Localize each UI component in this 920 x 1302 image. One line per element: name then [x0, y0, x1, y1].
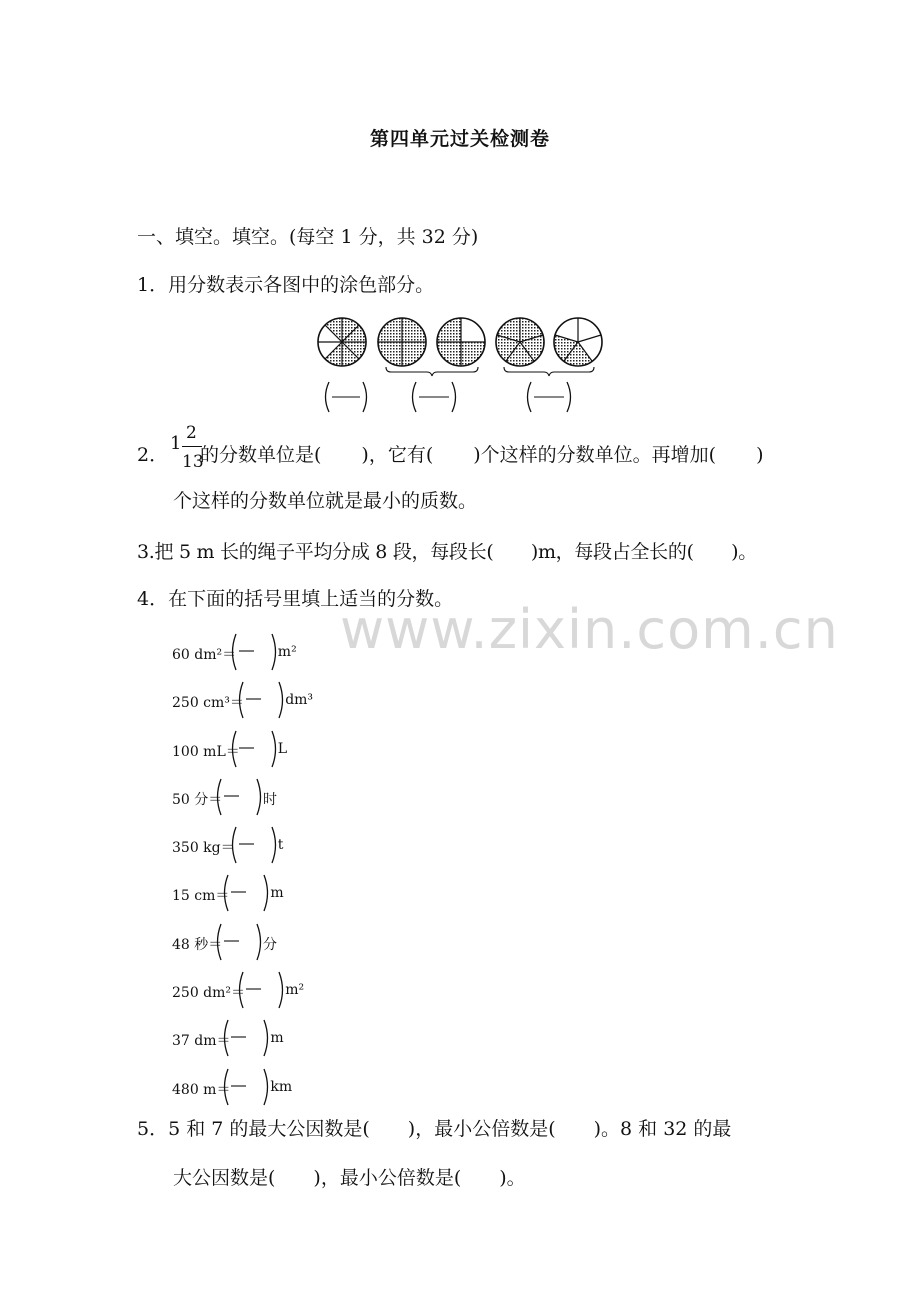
pie-fifths-full [496, 318, 544, 366]
brace-right-group [504, 367, 594, 376]
brace-left-group [386, 367, 478, 376]
fraction-bar [182, 446, 202, 447]
fraction-figures [0, 0, 920, 420]
page-title: 第四单元过关检测卷 [369, 128, 550, 150]
conversion-right: 时 [263, 792, 277, 808]
conversion-right: L [277, 741, 288, 757]
question-3: 3.把 5 m 长的绳子平均分成 8 段，每段长( )m，每段占全长的( )。 [137, 541, 757, 563]
conversion-right: m [270, 885, 284, 901]
conversion-left: 37 dm＝ [172, 1033, 231, 1049]
answer-blank-1[interactable] [326, 382, 367, 412]
mixed-number-whole: 1 [170, 433, 182, 454]
question-5-line2: 大公因数是( )，最小公倍数是( )。 [173, 1167, 526, 1189]
pie-eighths [318, 318, 366, 366]
conversion-left: 60 dm²＝ [172, 647, 237, 663]
fraction-denominator: 13 [182, 452, 204, 472]
conversion-left: 48 秒＝ [172, 937, 223, 953]
conversion-right: m² [285, 982, 305, 998]
pie-quarters-partial [437, 318, 485, 366]
question-2-line2: 个这样的分数单位就是最小的质数。 [173, 490, 478, 512]
q2-text-d: ) [756, 444, 764, 466]
question-1: 1．用分数表示各图中的涂色部分。 [137, 274, 435, 296]
question-4: 4．在下面的括号里填上适当的分数。 [137, 588, 454, 610]
q2-text-b: )，它有( [361, 444, 434, 466]
question-2-text [200, 440, 764, 467]
conversion-left: 100 mL＝ [172, 744, 240, 760]
conversion-right: m² [277, 644, 297, 660]
conversion-left: 250 dm²＝ [172, 985, 246, 1001]
conversion-right: km [270, 1079, 293, 1095]
conversion-left: 15 cm＝ [172, 888, 230, 904]
question-2-number: 2． [137, 444, 169, 466]
conversion-right: 分 [263, 937, 277, 953]
conversion-left: 250 cm³＝ [172, 695, 244, 711]
fraction-numerator: 2 [186, 423, 197, 443]
conversion-right: m [270, 1030, 284, 1046]
conversion-left: 50 分＝ [172, 792, 223, 808]
section-heading-fill-blank: 一、填空。填空。(每空 1 分，共 32 分) [137, 226, 479, 248]
q2-text-c: )个这样的分数单位。再增加( [473, 444, 717, 466]
conversion-right: dm³ [285, 692, 314, 708]
answer-blank-2[interactable] [413, 382, 456, 412]
conversion-left: 480 m＝ [172, 1082, 231, 1098]
question-5-line1: 5．5 和 7 的最大公因数是( )，最小公倍数是( )。8 和 32 的最 [137, 1118, 732, 1140]
conversion-right: t [277, 837, 284, 853]
pie-fifths-partial [554, 318, 602, 366]
conversion-left: 350 kg＝ [172, 840, 235, 856]
q2-text-a: 的分数单位是( [200, 444, 322, 466]
watermark: www.zixin.com.cn [340, 598, 839, 661]
pie-quarters-full [378, 318, 426, 366]
answer-blank-3[interactable] [528, 382, 571, 412]
